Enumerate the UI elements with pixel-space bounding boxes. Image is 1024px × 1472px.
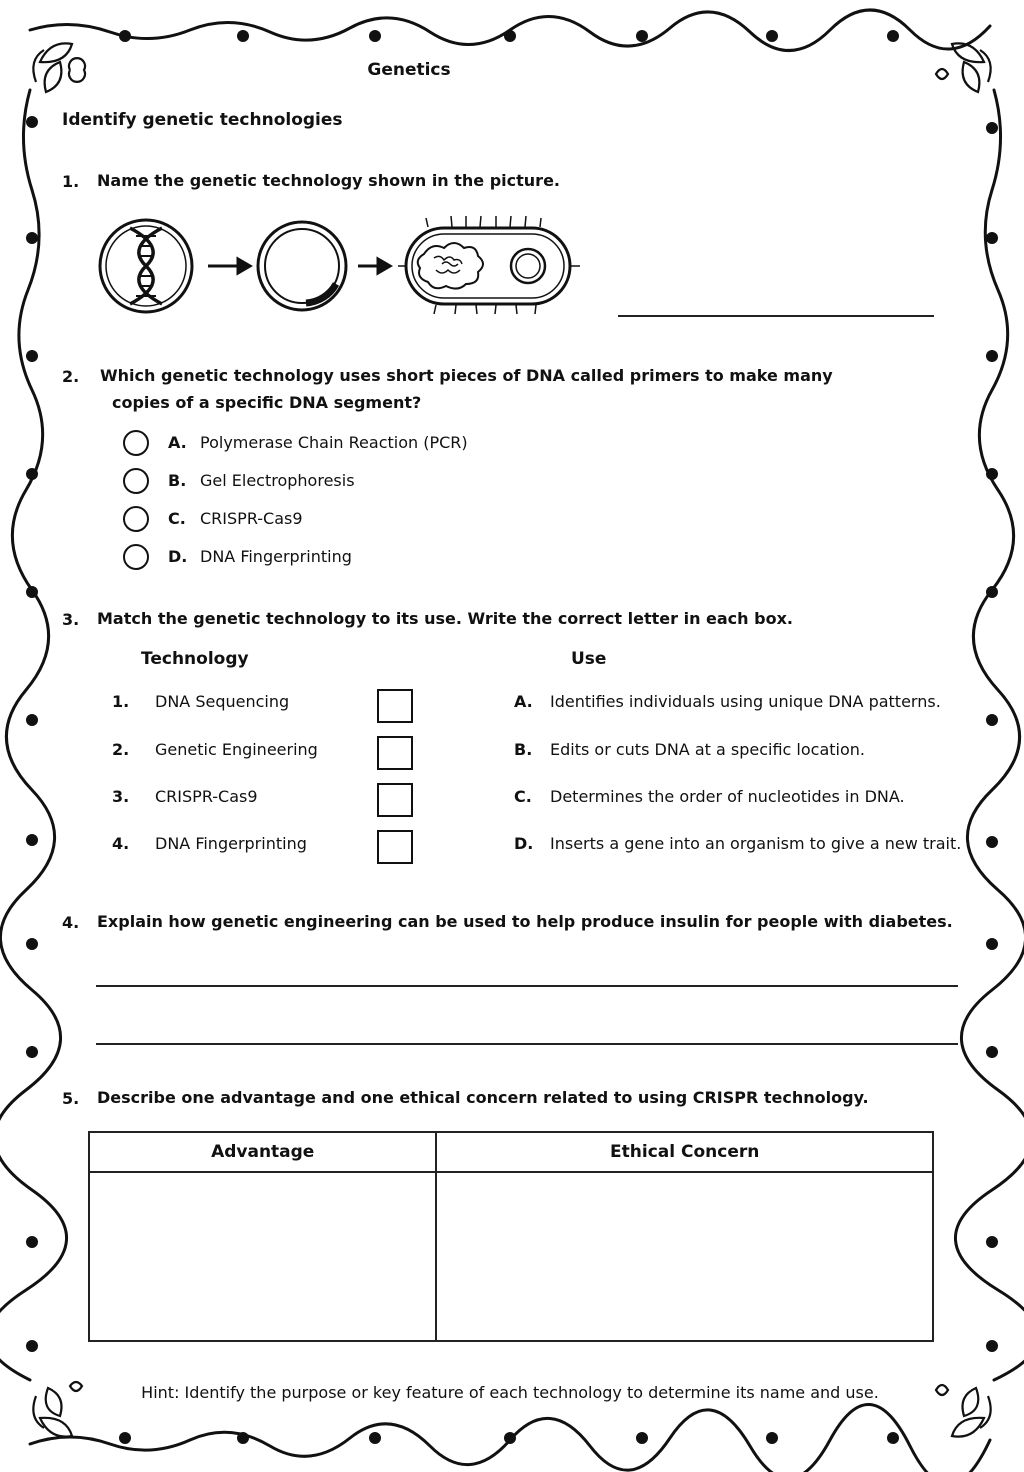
option-b-text: Gel Electrophoresis [200,471,355,490]
advantage-header: Advantage [89,1132,436,1172]
use-letter: A. [514,692,533,711]
q4-text: Explain how genetic engineering can be used to help produce insulin for people with diabetes. [97,912,953,931]
plasmid-icon [258,222,346,310]
use-column-header: Use [571,649,607,669]
option-d-radio[interactable] [123,544,149,570]
border-right-wave [955,90,1024,1380]
advantage-concern-table [88,1131,934,1342]
technology-name: Genetic Engineering [155,740,318,759]
arrow-right-icon [208,259,250,273]
q1-number: 1. [62,172,80,191]
ethical-concern-header: Ethical Concern [436,1132,933,1172]
q4-answer-line-1[interactable] [96,985,958,987]
technology-number: 3. [112,787,130,806]
technology-column-header: Technology [141,649,249,669]
q1-answer-line[interactable] [618,315,934,317]
q2-number: 2. [62,367,80,386]
option-a-text: Polymerase Chain Reaction (PCR) [200,433,468,452]
use-letter: B. [514,740,533,759]
hint-text: Hint: Identify the purpose or key feature of each technology to determine its name and use. [141,1383,879,1402]
option-b-letter: B. [168,471,187,490]
q1-text: Name the genetic technology shown in the picture. [97,171,560,190]
section-heading: Identify genetic technologies [62,110,343,130]
option-c-radio[interactable] [123,506,149,532]
option-c-text: CRISPR-Cas9 [200,509,303,528]
option-c-letter: C. [168,509,186,528]
leaf-cluster-icon [936,43,991,92]
option-b-radio[interactable] [123,468,149,494]
q5-text: Describe one advantage and one ethical concern related to using CRISPR technology. [97,1088,869,1107]
option-d-letter: D. [168,547,188,566]
match-answer-box-1[interactable] [377,689,413,723]
arrow-right-icon [358,259,390,273]
q3-number: 3. [62,610,80,629]
q4-answer-line-2[interactable] [96,1043,958,1045]
match-answer-box-2[interactable] [377,736,413,770]
use-description: Identifies individuals using unique DNA patterns. [550,692,941,711]
use-letter: D. [514,834,534,853]
technology-number: 1. [112,692,130,711]
q2-text-line1: Which genetic technology uses short pieces of DNA called primers to make many [100,366,833,385]
use-description: Edits or cuts DNA at a specific location. [550,740,865,759]
worksheet-title: Genetics [367,60,451,80]
bacterium-icon [398,216,580,314]
technology-number: 4. [112,834,130,853]
q5-number: 5. [62,1089,80,1108]
advantage-answer-cell[interactable] [89,1172,436,1341]
option-d-text: DNA Fingerprinting [200,547,352,566]
q1-diagram [96,210,596,320]
q2-text-line2: copies of a specific DNA segment? [112,393,422,412]
match-answer-box-4[interactable] [377,830,413,864]
technology-name: DNA Fingerprinting [155,834,307,853]
q3-text: Match the genetic technology to its use. Write the correct letter in each box. [97,609,793,628]
use-description: Determines the order of nucleotides in DNA. [550,787,905,806]
technology-name: DNA Sequencing [155,692,290,711]
technology-number: 2. [112,740,130,759]
q4-number: 4. [62,913,80,932]
technology-name: CRISPR-Cas9 [155,787,258,806]
use-description: Inserts a gene into an organism to give a new trait. [550,834,962,853]
border-left-wave [0,90,67,1380]
option-a-letter: A. [168,433,187,452]
use-letter: C. [514,787,532,806]
ethical-concern-answer-cell[interactable] [436,1172,933,1341]
match-answer-box-3[interactable] [377,783,413,817]
dna-helix-icon [100,220,192,312]
option-a-radio[interactable] [123,430,149,456]
